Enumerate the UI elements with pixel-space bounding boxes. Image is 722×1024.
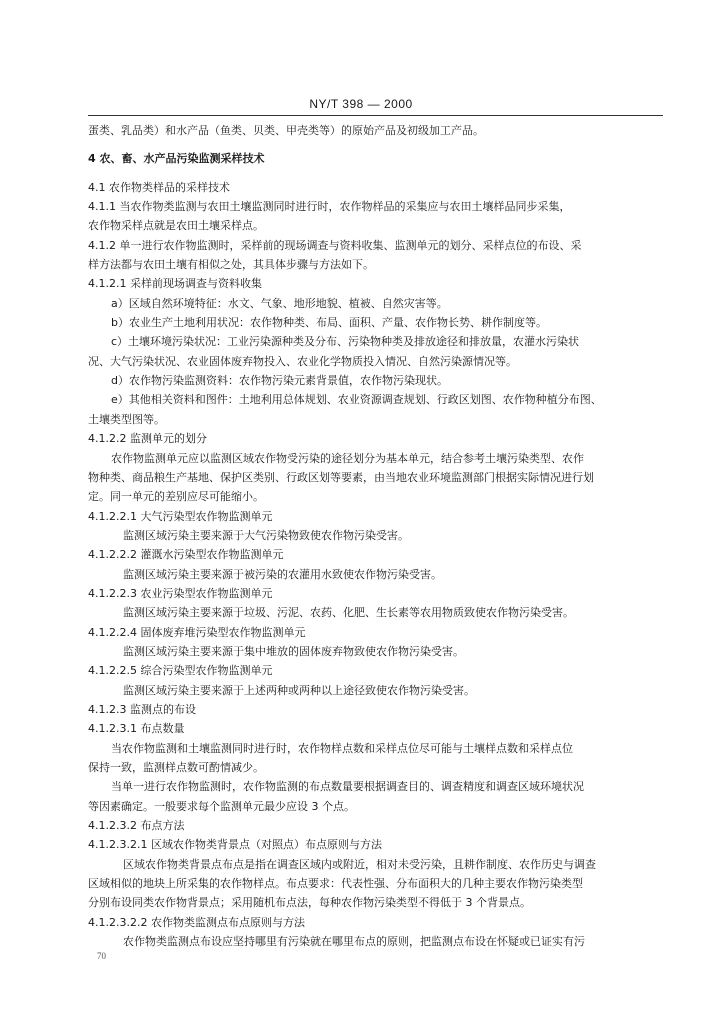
body-line: 况、大气污染状况、农业固体废弃物投入、农业化学物质投入情况、自然污染源情况等。 — [88, 354, 517, 368]
clause-heading: 4.1.2.2.1 大气污染型农作物监测单元 — [88, 509, 273, 523]
paragraph-line: 监测区域污染主要来源于大气污染物致使农作物污染受害。 — [123, 528, 409, 542]
list-item: e）其他相关资料和图件：土地利用总体规划、农业资源调查规划、行政区划图、农作物种植分布图、 — [111, 393, 602, 407]
clause-heading: 4.1.2.3 监测点的布设 — [88, 702, 196, 716]
section-heading: 4 农、畜、水产品污染监测采样技术 — [88, 152, 265, 166]
clause-heading: 4.1.2.3.2.2 农作物类监测点布点原则与方法 — [88, 915, 305, 929]
body-line: 物种类、商品粮生产基地、保护区类别、行政区划等要素，由当地农业环境监测部门根据实际情况进行划 — [88, 470, 594, 484]
list-item: c）土壤环境污染状况：工业污染源种类及分布、污染物种类及排放途径和排放量，农灌水污染状 — [111, 335, 580, 349]
clause-heading: 4.1.2.3.2 布点方法 — [88, 819, 185, 833]
clause-heading: 4.1.2.3.1 布点数量 — [88, 722, 185, 736]
paragraph-line: 当农作物监测和土壤监测同时进行时，农作物样点数和采样点位尽可能与土壤样点数和采样点位 — [111, 741, 573, 755]
paragraph-line: 监测区域污染主要来源于上述两种或两种以上途径致使农作物污染受害。 — [123, 683, 475, 697]
paragraph-line: 当单一进行农作物监测时，农作物监测的布点数量要根据调查目的、调查精度和调查区域环境状况 — [111, 780, 584, 794]
body-line: 保持一致，监测样点数可酌情减少。 — [88, 761, 264, 774]
paragraph-line: 农作物监测单元应以监测区域农作物受污染的途径划分为基本单元，结合参考土壤污染类型、农作 — [111, 451, 584, 465]
body-line: 土壤类型图等。 — [88, 412, 165, 426]
document-body — [88, 121, 663, 951]
clause-text: 4.1.1 当农作物类监测与农田土壤监测同时进行时，农作物样品的采集应与农田土壤样品同步采集， — [88, 200, 571, 214]
clause-heading: 4.1.2.3.2.1 区域农作物类背景点（对照点）布点原则与方法 — [88, 838, 382, 852]
body-line: 蛋类、乳品类）和水产品（鱼类、贝类、甲壳类等）的原始产品及初级加工产品。 — [88, 124, 484, 137]
body-line: 样方法都与农田土壤有相似之处，其具体步骤与方法如下。 — [88, 258, 374, 272]
paragraph-line: 监测区域污染主要来源于集中堆放的固体废弃物致使农作物污染受害。 — [123, 644, 464, 658]
header-divider — [88, 115, 663, 116]
clause-heading: 4.1.2.1 采样前现场调查与资料收集 — [88, 277, 262, 291]
spacer — [88, 140, 663, 149]
paragraph-line: 区域农作物类背景点布点是指在调查区域内或附近，相对未受污染，且耕作制度、农作历史与调查 — [123, 857, 596, 871]
clause-heading: 4.1 农作物类样品的采样技术 — [88, 180, 230, 194]
clause-heading: 4.1.2.2.4 固体废弃堆污染型农作物监测单元 — [88, 625, 306, 639]
clause-heading: 4.1.2.2.3 农业污染型农作物监测单元 — [88, 586, 273, 600]
spacer — [88, 169, 663, 178]
body-line: 分别布设同类农作物背景点；采用随机布点法，每种农作物污染类型不得低于 3 个背景点。 — [88, 896, 531, 910]
page-header-standard-code: NY/T 398 — 2000 — [309, 97, 413, 111]
page-number: 70 — [97, 951, 106, 961]
body-line: 区域相似的地块上所采集的农作物样点。布点要求：代表性强、分布面积大的几种主要农作物污染类型 — [88, 877, 583, 891]
clause-heading: 4.1.2.2.2 灌溉水污染型农作物监测单元 — [88, 548, 284, 562]
body-line: 农作物采样点就是农田土壤采样点。 — [88, 219, 264, 233]
body-line: 等因素确定。一般要求每个监测单元最少应设 3 个点。 — [88, 799, 355, 813]
list-item: b）农业生产土地利用状况：农作物种类、布局、面积、产量、农作物长势、耕作制度等。 — [111, 316, 547, 330]
paragraph-line: 监测区域污染主要来源于垃圾、污泥、农药、化肥、生长素等农用物质致使农作物污染受害。 — [123, 606, 574, 620]
list-item: a）区域自然环境特征：水文、气象、地形地貌、植被、自然灾害等。 — [111, 296, 448, 310]
paragraph-line: 监测区域污染主要来源于被污染的农灌用水致使农作物污染受害。 — [123, 567, 442, 581]
list-item: d）农作物污染监测资料：农作物污染元素背景值，农作物污染现状。 — [111, 374, 448, 388]
paragraph-line: 农作物类监测点布设应坚持哪里有污染就在哪里布点的原则，把监测点布设在怀疑或已证实有污 — [123, 935, 585, 949]
clause-text: 4.1.2 单一进行农作物监测时，采样前的现场调查与资料收集、监测单元的划分、采样点位的布设、采 — [88, 238, 582, 252]
clause-heading: 4.1.2.2.5 综合污染型农作物监测单元 — [88, 664, 273, 678]
clause-heading: 4.1.2.2 监测单元的划分 — [88, 432, 207, 446]
body-line: 定。同一单元的差别应尽可能缩小。 — [88, 490, 264, 504]
